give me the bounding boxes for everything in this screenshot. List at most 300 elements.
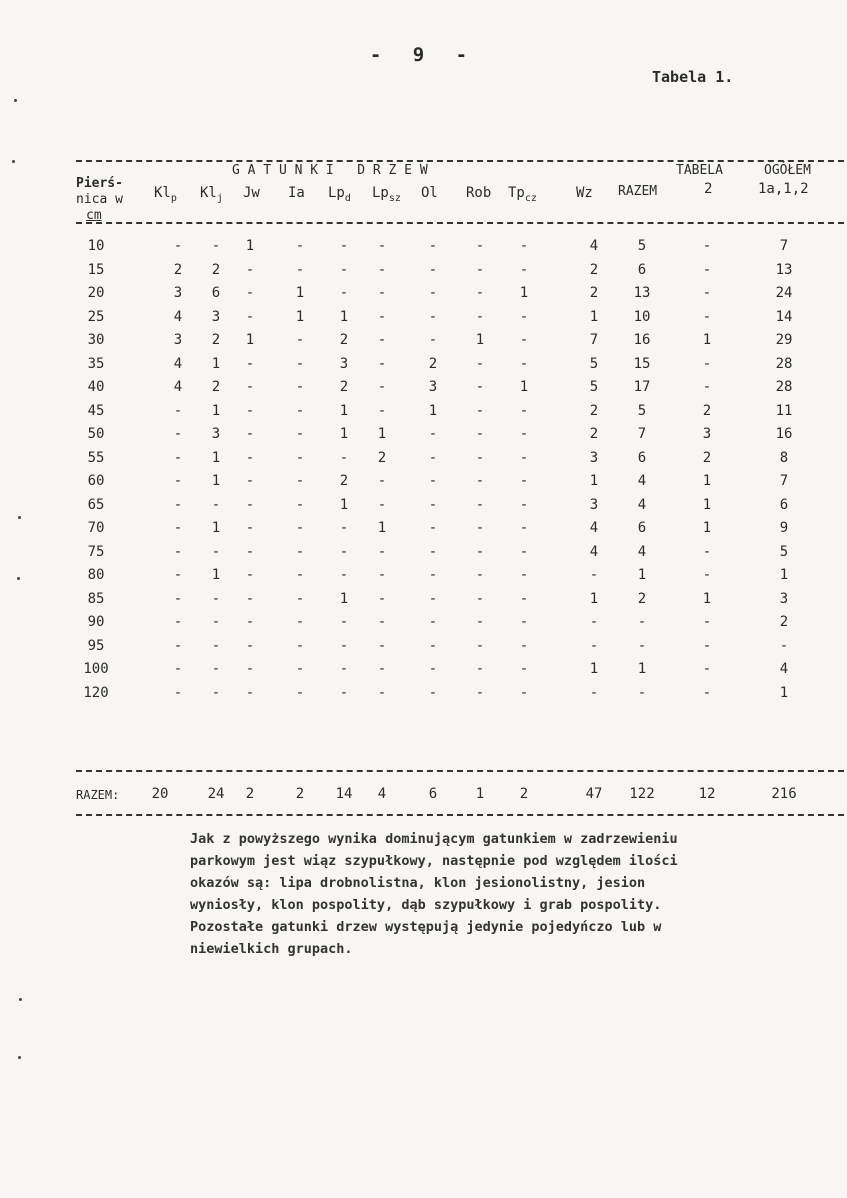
table-cell: -	[173, 543, 183, 560]
table-cell: -	[339, 261, 349, 278]
table-cell: -	[173, 614, 183, 630]
table-cell: 2	[779, 614, 789, 630]
table-cell: 4	[589, 543, 599, 560]
table-cell: 4	[637, 473, 647, 489]
margin-mark	[19, 998, 22, 1001]
table-cell: -	[589, 637, 599, 654]
table-cell: 5	[779, 543, 789, 560]
table-cell: -	[637, 637, 647, 654]
table-cell: 14	[775, 308, 793, 325]
row-diameter: 35	[87, 355, 105, 372]
table-cell: -	[428, 614, 438, 630]
table-cell: -	[211, 661, 221, 677]
table-cell: 16	[775, 426, 793, 442]
table-cell: 6	[637, 520, 647, 536]
table-cell: -	[295, 355, 305, 372]
table-cell: -	[295, 614, 305, 630]
paragraph-line: wyniosły, klon pospolity, dąb szypułkowy i grab pospolity.	[190, 897, 662, 913]
table-cell: -	[339, 543, 349, 560]
table-cell: -	[428, 285, 438, 301]
table-cell: -	[377, 332, 387, 348]
table-cell: 8	[779, 449, 789, 466]
table-cell: 2	[211, 261, 221, 278]
table-cell: -	[245, 449, 255, 466]
table-cell: -	[519, 590, 529, 607]
totals-cell: 4	[377, 786, 387, 802]
row-diameter: 60	[87, 473, 105, 489]
table-cell: -	[173, 520, 183, 536]
table-cell: 1	[377, 520, 387, 536]
table-cell: -	[702, 637, 712, 654]
table-cell: 2	[589, 261, 599, 278]
table-cell: -	[519, 449, 529, 466]
header-tabela-label: TABELA	[676, 163, 723, 178]
table-cell: -	[519, 355, 529, 372]
table-cell: -	[245, 426, 255, 442]
header-razem: RAZEM	[618, 184, 658, 199]
table-cell: 1	[339, 426, 349, 442]
table-cell: -	[702, 355, 712, 372]
header-species	[288, 186, 305, 201]
table-cell: 1	[589, 308, 599, 325]
table-cell: 4	[637, 543, 647, 560]
header-species-name: Lp	[328, 185, 345, 201]
header-species	[372, 186, 401, 206]
table-cell: 10	[633, 308, 651, 325]
table-cell: -	[295, 379, 305, 395]
totals-cell: 2	[295, 786, 305, 802]
row-diameter: 25	[87, 308, 105, 325]
table-cell: -	[295, 426, 305, 442]
table-cell: 1	[702, 332, 712, 348]
table-cell: 3	[173, 285, 183, 301]
table-cell: -	[295, 637, 305, 654]
table-cell: -	[475, 661, 485, 677]
table-cell: 1	[589, 590, 599, 607]
table-cell: -	[295, 567, 305, 583]
table-cell: -	[339, 238, 349, 254]
table-cell: -	[245, 520, 255, 536]
margin-mark	[14, 99, 17, 102]
table-cell: 1	[339, 496, 349, 513]
table-cell: -	[428, 661, 438, 677]
row-diameter: 55	[87, 449, 105, 466]
table-cell: 4	[637, 496, 647, 513]
table-cell: -	[377, 590, 387, 607]
margin-mark	[12, 160, 15, 163]
table-cell: 5	[589, 379, 599, 395]
table-cell: -	[245, 590, 255, 607]
row-diameter: 40	[87, 379, 105, 395]
table-cell: -	[702, 614, 712, 630]
table-cell: -	[519, 426, 529, 442]
table-cell: -	[339, 684, 349, 701]
table-cell: 1	[637, 567, 647, 583]
table-cell: -	[475, 684, 485, 701]
table-cell: 13	[775, 261, 793, 278]
table-cell: -	[475, 402, 485, 419]
table-cell: -	[377, 473, 387, 489]
table-cell: -	[428, 332, 438, 348]
margin-mark	[18, 1056, 21, 1059]
table-cell: -	[428, 543, 438, 560]
table-cell: -	[377, 402, 387, 419]
header-species-group: G A T U N K I D R Z E W	[232, 163, 428, 178]
table-cell: 1	[475, 332, 485, 348]
table-cell: -	[519, 684, 529, 701]
table-cell: 3	[173, 332, 183, 348]
table-cell: 16	[633, 332, 651, 348]
table-cell: 1	[211, 449, 221, 466]
paragraph-line: Pozostałe gatunki drzew występują jedynie pojedyńczo lub w	[190, 919, 662, 935]
totals-cell: 2	[245, 786, 255, 802]
table-cell: 1	[295, 285, 305, 301]
table-cell: 1	[702, 520, 712, 536]
header-ogolem-value: 1a,1,2	[758, 181, 809, 197]
table-cell: -	[475, 379, 485, 395]
row-diameter: 50	[87, 426, 105, 442]
paragraph-line: niewielkich grupach.	[190, 941, 353, 957]
table-cell: -	[295, 520, 305, 536]
table-cell: 2	[339, 332, 349, 348]
table-cell: -	[519, 661, 529, 677]
table-cell: -	[519, 238, 529, 254]
table-cell: 3	[428, 379, 438, 395]
table-cell: -	[428, 238, 438, 254]
table-cell: -	[702, 684, 712, 701]
table-cell: -	[519, 520, 529, 536]
table-cell: -	[475, 567, 485, 583]
table-cell: -	[377, 496, 387, 513]
table-cell: -	[295, 261, 305, 278]
table-cell: 1	[519, 379, 529, 395]
table-cell: -	[428, 637, 438, 654]
table-cell: -	[702, 379, 712, 395]
table-cell: -	[245, 543, 255, 560]
totals-cell: 1	[475, 786, 485, 802]
table-cell: -	[377, 238, 387, 254]
table-cell: 1	[245, 238, 255, 254]
table-cell: 1	[339, 402, 349, 419]
table-cell: -	[475, 590, 485, 607]
header-bottom-rule	[76, 222, 844, 224]
table-cell: -	[475, 238, 485, 254]
table-cell: 28	[775, 379, 793, 395]
table-cell: -	[637, 614, 647, 630]
table-cell: -	[173, 661, 183, 677]
table-cell: -	[475, 473, 485, 489]
table-cell: -	[428, 520, 438, 536]
table-cell: -	[245, 496, 255, 513]
table-cell: -	[519, 332, 529, 348]
table-cell: 1	[702, 496, 712, 513]
table-cell: -	[295, 661, 305, 677]
table-cell: 1	[211, 567, 221, 583]
totals-label: RAZEM:	[76, 788, 120, 802]
header-species-name: Kl	[154, 185, 171, 201]
table-cell: -	[211, 637, 221, 654]
row-diameter: 45	[87, 402, 105, 419]
table-cell: 1	[211, 355, 221, 372]
table-cell: -	[377, 285, 387, 301]
table-cell: -	[245, 308, 255, 325]
table-cell: 1	[637, 661, 647, 677]
table-cell: 2	[339, 379, 349, 395]
totals-cell: 2	[519, 786, 529, 802]
table-cell: -	[519, 614, 529, 630]
totals-cell: 47	[585, 786, 603, 802]
table-cell: -	[519, 308, 529, 325]
table-cell: -	[245, 614, 255, 630]
table-cell: -	[475, 543, 485, 560]
table-cell: -	[589, 614, 599, 630]
paragraph-line: okazów są: lipa drobnolistna, klon jesionolistny, jesion	[190, 875, 646, 891]
table-cell: -	[475, 496, 485, 513]
header-species	[200, 186, 223, 206]
table-cell: -	[295, 332, 305, 348]
table-cell: 4	[173, 355, 183, 372]
table-cell: -	[637, 684, 647, 701]
totals-cell: 122	[629, 786, 655, 802]
table-cell: -	[245, 355, 255, 372]
header-species-name: Rob	[466, 185, 492, 201]
header-species	[328, 186, 351, 206]
table-cell: -	[173, 402, 183, 419]
table-cell: -	[339, 661, 349, 677]
row-diameter: 15	[87, 261, 105, 278]
table-cell: 15	[633, 355, 651, 372]
body-bottom-rule	[76, 770, 844, 772]
table-cell: -	[475, 308, 485, 325]
table-cell: -	[428, 426, 438, 442]
table-cell: -	[339, 285, 349, 301]
header-species	[154, 186, 177, 206]
table-cell: 28	[775, 355, 793, 372]
header-ogolem-label: OGÓŁEM	[764, 163, 811, 178]
header-species-name: Wz	[576, 185, 593, 201]
table-cell: -	[702, 308, 712, 325]
table-cell: 2	[589, 285, 599, 301]
table-cell: -	[428, 449, 438, 466]
table-cell: -	[475, 426, 485, 442]
table-cell: -	[295, 590, 305, 607]
table-cell: 1	[339, 308, 349, 325]
row-diameter: 120	[83, 684, 109, 701]
table-cell: 7	[637, 426, 647, 442]
table-cell: 4	[589, 520, 599, 536]
table-cell: -	[339, 567, 349, 583]
table-cell: -	[245, 261, 255, 278]
table-cell: -	[173, 473, 183, 489]
table-cell: 2	[589, 402, 599, 419]
table-cell: -	[245, 567, 255, 583]
table-cell: -	[211, 238, 221, 254]
margin-mark	[17, 577, 20, 580]
table-cell: -	[295, 496, 305, 513]
table-cell: 2	[339, 473, 349, 489]
header-diameter-line-3: cm	[86, 208, 102, 223]
table-cell: 3	[589, 449, 599, 466]
table-cell: 1	[702, 590, 712, 607]
table-cell: -	[211, 590, 221, 607]
header-species	[576, 186, 593, 201]
table-cell: -	[428, 261, 438, 278]
table-cell: -	[702, 261, 712, 278]
table-cell: 1	[519, 285, 529, 301]
table-cell: -	[475, 637, 485, 654]
table-cell: -	[519, 567, 529, 583]
header-species-name: Tp	[508, 185, 525, 201]
table-cell: -	[211, 614, 221, 630]
table-cell: -	[173, 238, 183, 254]
table-cell: 2	[637, 590, 647, 607]
table-cell: 2	[702, 402, 712, 419]
table-cell: -	[295, 402, 305, 419]
table-cell: 4	[173, 379, 183, 395]
table-cell: -	[428, 684, 438, 701]
table-cell: -	[519, 261, 529, 278]
table-cell: -	[211, 684, 221, 701]
table-cell: 17	[633, 379, 651, 395]
header-species-subscript: sz	[388, 192, 401, 204]
table-cell: -	[475, 614, 485, 630]
header-species	[508, 186, 537, 206]
table-cell: 6	[637, 449, 647, 466]
table-cell: 1	[702, 473, 712, 489]
header-species-name: Lp	[372, 185, 389, 201]
table-cell: -	[428, 496, 438, 513]
table-cell: 1	[779, 567, 789, 583]
table-top-rule	[76, 160, 844, 162]
paragraph-line: Jak z powyższego wynika dominującym gatunkiem w zadrzewieniu	[190, 831, 678, 847]
table-cell: -	[295, 449, 305, 466]
table-cell: 7	[779, 473, 789, 489]
header-species-subscript: j	[216, 192, 223, 204]
table-cell: -	[475, 355, 485, 372]
table-cell: -	[295, 543, 305, 560]
table-cell: -	[339, 637, 349, 654]
table-cell: -	[702, 567, 712, 583]
table-cell: -	[377, 661, 387, 677]
table-cell: 1	[377, 426, 387, 442]
table-cell: 2	[211, 332, 221, 348]
header-species-name: Kl	[200, 185, 217, 201]
table-cell: 1	[428, 402, 438, 419]
row-diameter: 100	[83, 661, 109, 677]
table-cell: -	[245, 473, 255, 489]
table-cell: -	[173, 449, 183, 466]
table-cell: 29	[775, 332, 793, 348]
table-cell: -	[173, 684, 183, 701]
table-cell: -	[211, 496, 221, 513]
table-cell: 3	[211, 426, 221, 442]
page-number: - 9 -	[369, 44, 478, 66]
table-cell: -	[702, 238, 712, 254]
table-cell: 9	[779, 520, 789, 536]
table-cell: -	[519, 402, 529, 419]
table-cell: 2	[377, 449, 387, 466]
paragraph-line: parkowym jest wiąz szypułkowy, następnie pod względem ilości	[190, 853, 678, 869]
header-diameter-line-2: nica w	[76, 192, 123, 207]
table-cell: 4	[173, 308, 183, 325]
table-cell: 2	[589, 426, 599, 442]
table-cell: 1	[211, 473, 221, 489]
table-cell: -	[245, 285, 255, 301]
table-cell: -	[377, 614, 387, 630]
table-cell: 4	[589, 238, 599, 254]
header-species-subscript: p	[170, 192, 177, 204]
row-diameter: 65	[87, 496, 105, 513]
header-species-subscript: cz	[524, 192, 537, 204]
table-cell: -	[377, 684, 387, 701]
table-cell: -	[519, 543, 529, 560]
row-diameter: 10	[87, 238, 105, 254]
table-cell: 4	[779, 661, 789, 677]
table-cell: 24	[775, 285, 793, 301]
row-diameter: 30	[87, 332, 105, 348]
table-cell: 5	[637, 238, 647, 254]
header-diameter-line-1: Pierś-	[76, 176, 123, 191]
table-cell: 6	[779, 496, 789, 513]
table-cell: -	[475, 285, 485, 301]
table-cell: -	[475, 449, 485, 466]
table-cell: -	[428, 590, 438, 607]
table-cell: 3	[779, 590, 789, 607]
table-cell: 1	[295, 308, 305, 325]
table-cell: -	[475, 520, 485, 536]
header-species	[466, 186, 491, 201]
table-cell: 5	[637, 402, 647, 419]
table-cell: -	[245, 661, 255, 677]
table-cell: 3	[702, 426, 712, 442]
table-cell: -	[173, 496, 183, 513]
table-cell: -	[339, 520, 349, 536]
table-cell: -	[377, 379, 387, 395]
totals-cell: 6	[428, 786, 438, 802]
table-cell: -	[173, 426, 183, 442]
table-cell: -	[339, 614, 349, 630]
table-cell: -	[245, 637, 255, 654]
row-diameter: 90	[87, 614, 105, 630]
table-cell: 3	[589, 496, 599, 513]
table-cell: -	[377, 637, 387, 654]
table-cell: 2	[702, 449, 712, 466]
table-cell: -	[377, 355, 387, 372]
table-cell: -	[245, 684, 255, 701]
table-cell: -	[173, 637, 183, 654]
header-species-name: Jw	[243, 185, 260, 201]
table-cell: 1	[589, 473, 599, 489]
table-cell: -	[428, 567, 438, 583]
row-diameter: 80	[87, 567, 105, 583]
table-cell: -	[295, 238, 305, 254]
table-cell: 1	[779, 684, 789, 701]
table-cell: -	[173, 567, 183, 583]
table-cell: -	[475, 261, 485, 278]
table-cell: 13	[633, 285, 651, 301]
margin-mark	[18, 516, 21, 519]
table-cell: -	[377, 261, 387, 278]
row-diameter: 75	[87, 543, 105, 560]
table-cell: -	[339, 449, 349, 466]
table-cell: 1	[589, 661, 599, 677]
table-cell: -	[779, 637, 789, 654]
table-cell: 2	[428, 355, 438, 372]
table-cell: -	[589, 684, 599, 701]
table-cell: -	[702, 543, 712, 560]
table-cell: 6	[637, 261, 647, 278]
table-cell: -	[519, 496, 529, 513]
